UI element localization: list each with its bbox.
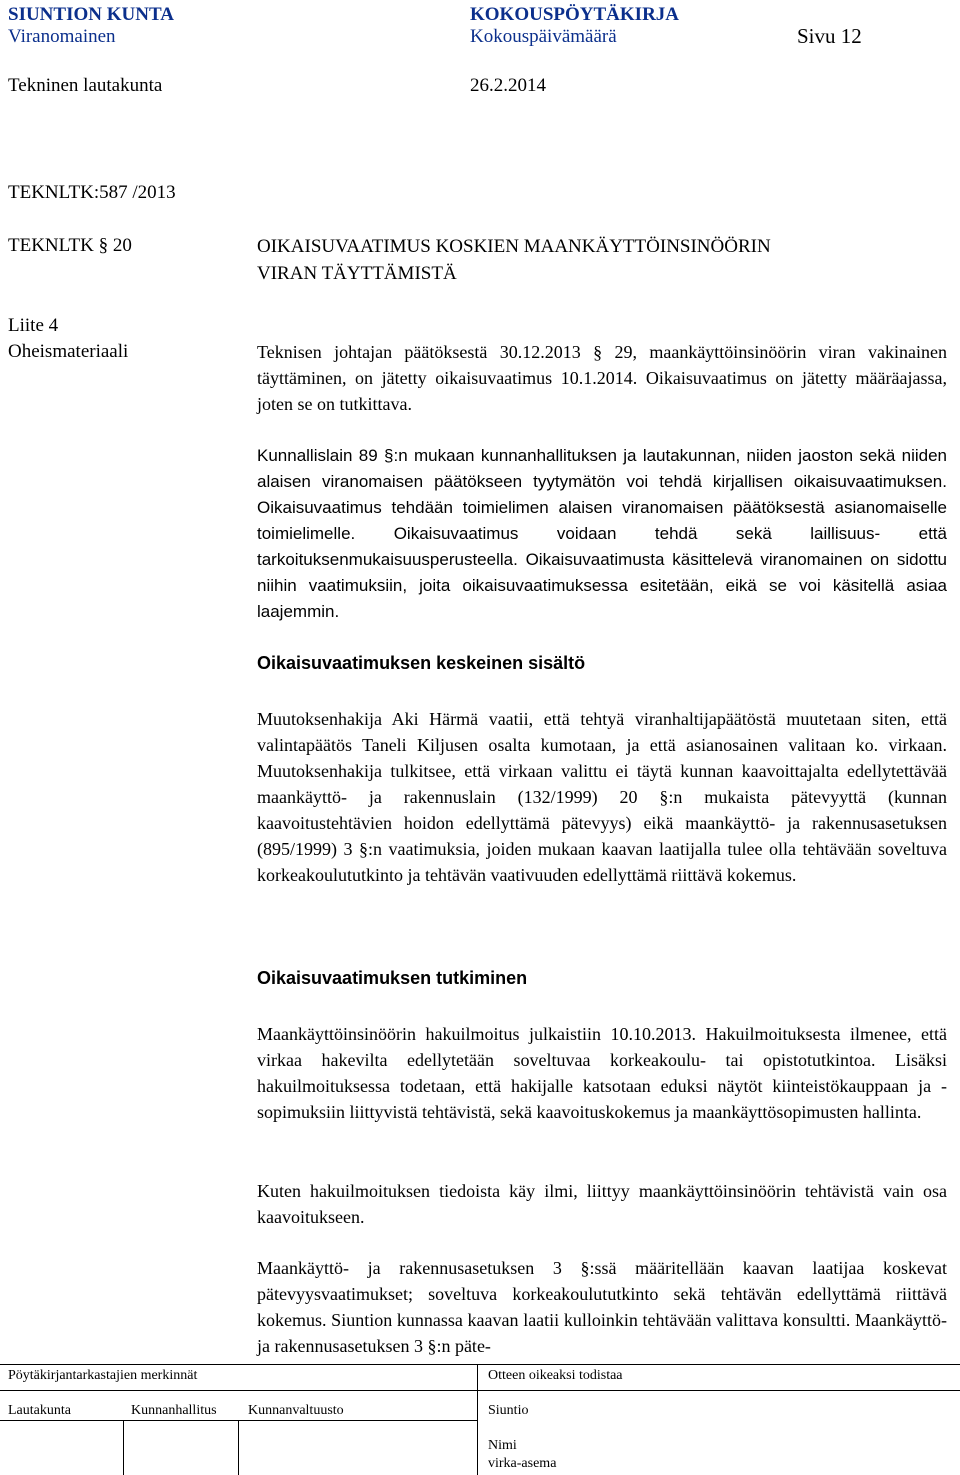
- footer-top-rule: [0, 1364, 960, 1365]
- paragraph-3: Muutoksenhakija Aki Härmä vaatii, että tehtyä viranhaltijapäätöstä muutetaan siten, että valintapäätös Taneli Kiljusen osalta kumotaan, ja että asianosainen valitaan ko. virkaan. Muutoksenhakija tulkitsee, että virkaan valittu ei täytä kunnan kaavoittajalta edellytettävää maankäyttö- ja rakennuslain (132/1999) 20 §:n mukaista pätevyyttä (kunnan kaavoitustehtävien hoidon edellyttämä pätevyys) eikä maankäyttö- ja rakennusasetuksen (895/1999) 3 §:n vaatimuksia, joiden mukaan kaavan laatijalla tulee olla tehtävään soveltuva korkeakoulututkinto ja tehtävän vaativuuden edellyttämä riittävä kokemus.: [257, 709, 947, 885]
- paragraph-4: Maankäyttöinsinöörin hakuilmoitus julkaistiin 10.10.2013. Hakuilmoituksesta ilmenee, että virkaa hakevilta edellytetään soveltuvaa korkeakoulu- tai opistotutkintoa. Lisäksi hakuilmoituksessa todetaan, että hakijalle katsotaan eduksi näytöt kiinteistökauppaan ja -sopimuksiin liittyvistä tehtävistä, sekä kaavoituskokemus ja maankäyttösopimusten hallinta.: [257, 1024, 947, 1122]
- item-title-line-1: OIKAISUVAATIMUS KOSKIEN MAANKÄYTTÖINSINÖÖRIN: [257, 236, 771, 257]
- meeting-date-label: Kokouspäivämäärä: [470, 26, 617, 47]
- item-title-line-2: VIRAN TÄYTTÄMISTÄ: [257, 263, 457, 284]
- attachment-number: Liite 4: [8, 315, 59, 336]
- municipal-board-label: Kunnanhallitus: [131, 1403, 217, 1418]
- authority-label: Viranomainen: [8, 26, 116, 47]
- certified-copy-label: Otteen oikeaksi todistaa: [488, 1368, 623, 1383]
- footer-col-divider-1: [123, 1420, 124, 1475]
- heading-examination: Oikaisuvaatimuksen tutkiminen: [257, 968, 528, 988]
- footer-divider: [477, 1364, 478, 1475]
- board-label: Lautakunta: [8, 1403, 71, 1418]
- council-label: Kunnanvaltuusto: [248, 1403, 344, 1418]
- signatures-label: Pöytäkirjantarkastajien merkinnät: [8, 1368, 198, 1383]
- name-label: Nimi: [488, 1438, 517, 1453]
- paragraph-2: Kunnallislain 89 §:n mukaan kunnanhallituksen ja lautakunnan, niiden jaoston sekä niiden alaisen viranomaisen päätökseen tyytymätön voi tehdä kirjallisen oikaisuvaatimuksen. Oikaisuvaatimus tehdään toimielimen alaisen viranomaisen päätöksestä asianomaiselle toimielimelle. Oikaisuvaatimus voidaan tehdä sekä laillisuus- että tarkoituksenmukaisuusperusteella. Oikaisuvaatimusta käsittelevä viranomainen on sidottu niihin vaatimuksiin, joita oikaisuvaatimuksessa esitetään, eikä se voi käsitellä asiaa laajemmin.: [257, 446, 947, 621]
- footer-rule-2: [0, 1390, 960, 1391]
- place-label: Siuntio: [488, 1403, 529, 1418]
- authority: Tekninen lautakunta: [8, 75, 163, 96]
- meeting-date: 26.2.2014: [470, 75, 546, 96]
- section-number: TEKNLTK § 20: [8, 235, 132, 256]
- page-number: Sivu 12: [797, 24, 862, 48]
- paragraph-1: Teknisen johtajan päätöksestä 30.12.2013 § 29, maankäyttöinsinöörin viran vakinainen täyttäminen, on jätetty oikaisuvaatimus 10.1.2014. Oikaisuvaatimus on jätetty määräajassa, joten se on tutkittava.: [257, 342, 947, 414]
- reference-number: TEKNLTK:587 /2013: [8, 182, 176, 203]
- attachment-type: Oheismateriaali: [8, 341, 129, 362]
- title-label: virka-asema: [488, 1456, 557, 1471]
- footer-col-divider-2: [238, 1420, 239, 1475]
- doc-type: KOKOUSPÖYTÄKIRJA: [470, 4, 680, 25]
- heading-main-content: Oikaisuvaatimuksen keskeinen sisältö: [257, 653, 586, 673]
- paragraph-6: Maankäyttö- ja rakennusasetuksen 3 §:ssä määritellään kaavan laatijaa koskevat pätevyysvaatimukset; soveltuva korkeakoulututkinto sekä tehtävän edellyttämä riittävä kokemus. Siuntion kunnassa kaavan laatii kulloinkin tehtävään valittava konsultti. Maankäyttö- ja rakennusasetuksen 3 §:n päte-: [257, 1258, 947, 1356]
- item-title: [257, 233, 771, 287]
- org-name: SIUNTION KUNTA: [8, 4, 174, 25]
- paragraph-5: Kuten hakuilmoituksen tiedoista käy ilmi, liittyy maankäyttöinsinöörin tehtävistä vain osa kaavoitukseen.: [257, 1181, 947, 1227]
